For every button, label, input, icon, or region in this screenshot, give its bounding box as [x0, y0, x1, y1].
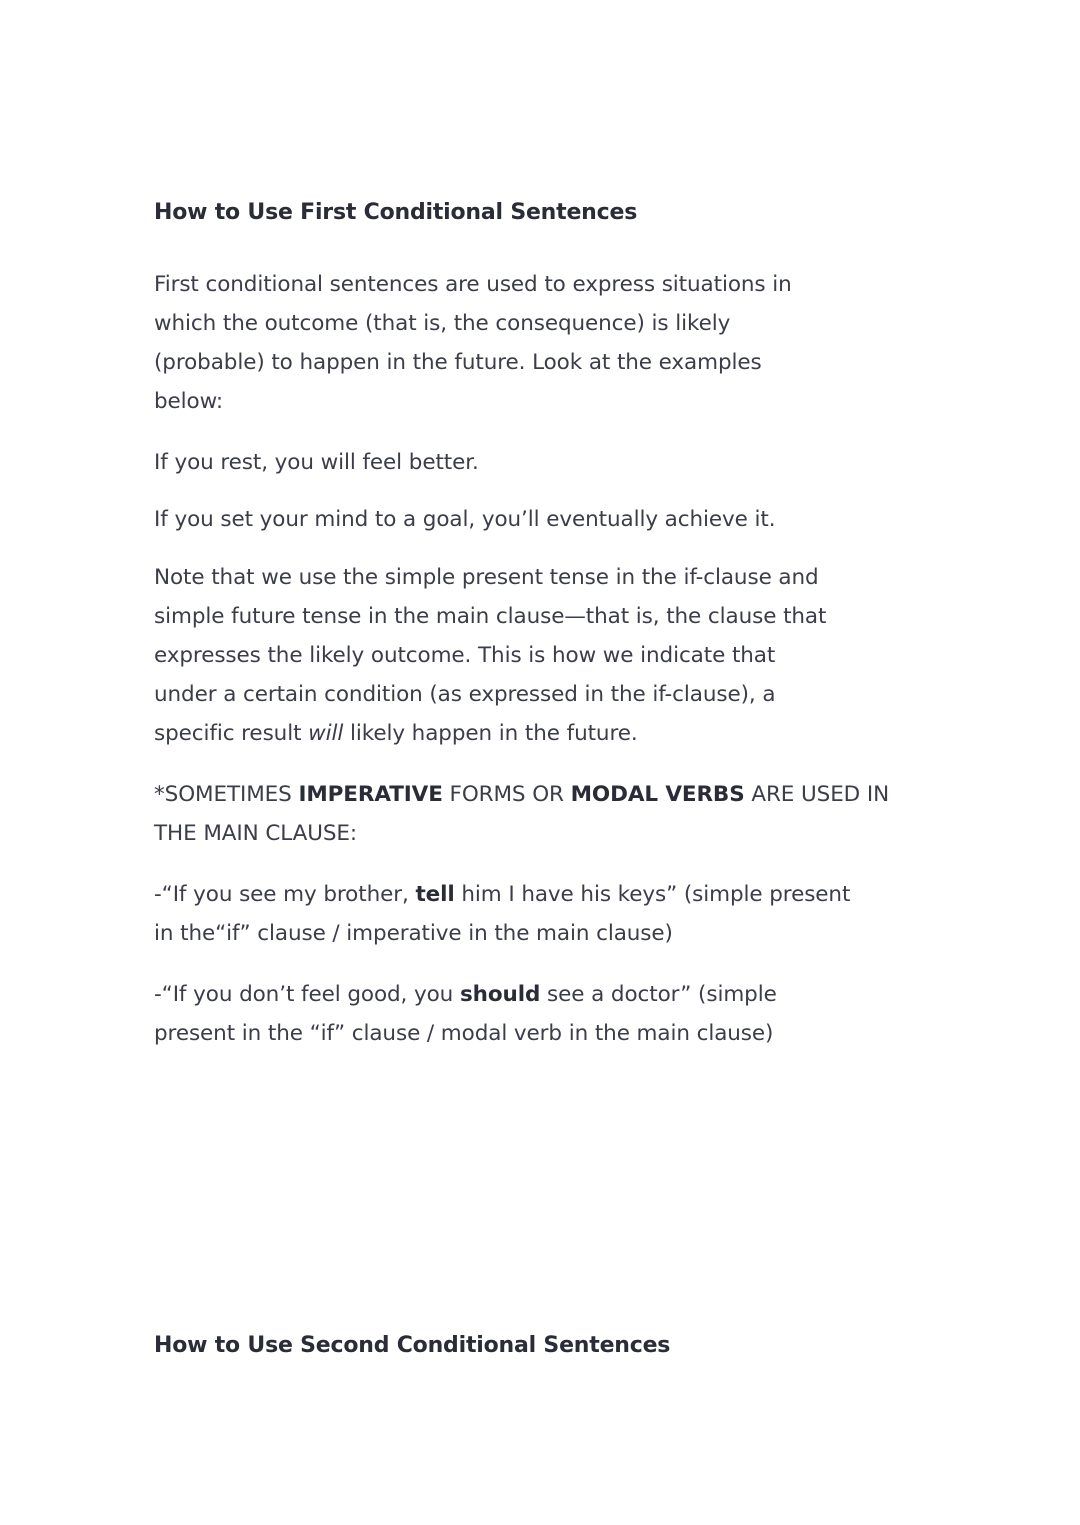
section-heading-first-conditional: How to Use First Conditional Sentences — [154, 200, 638, 225]
imperative-example-paragraph — [154, 875, 850, 953]
bold-text: IMPERATIVE — [298, 782, 443, 807]
note-paragraph — [154, 558, 826, 753]
text-segment: -“If you see my brother, — [154, 882, 416, 907]
text-segment: specific result — [154, 721, 309, 746]
text-line: under a certain condition (as expressed in the if-clause), a — [154, 682, 776, 707]
bold-text: MODAL VERBS — [570, 782, 745, 807]
text-segment: FORMS OR — [442, 782, 571, 807]
example-sentence-1: If you rest, you will feel better. — [154, 450, 479, 475]
caps-note-paragraph — [154, 775, 889, 853]
text-line — [154, 714, 826, 753]
text-segment: *SOMETIMES — [154, 782, 299, 807]
text-line — [154, 775, 889, 814]
bold-text: should — [459, 982, 541, 1007]
text-segment: -“If you don’t feel good, you — [154, 982, 460, 1007]
text-line: THE MAIN CLAUSE: — [154, 821, 358, 846]
bold-text: tell — [415, 882, 455, 907]
text-line: (probable) to happen in the future. Look at the examples — [154, 350, 762, 375]
text-line: simple future tense in the main clause—that is, the clause that — [154, 604, 827, 629]
emphasis-text: will — [308, 721, 344, 746]
text-line: present in the “if” clause / modal verb in the main clause) — [154, 1021, 774, 1046]
modal-example-paragraph — [154, 975, 777, 1053]
section-heading-second-conditional: How to Use Second Conditional Sentences — [154, 1333, 671, 1358]
text-line: Note that we use the simple present tense in the if-clause and — [154, 565, 819, 590]
text-segment: see a doctor” (simple — [540, 982, 777, 1007]
example-sentence-2: If you set your mind to a goal, you’ll eventually achieve it. — [154, 507, 776, 532]
text-segment: him I have his keys” (simple present — [454, 882, 851, 907]
text-line: in the“if” clause / imperative in the main clause) — [154, 921, 673, 946]
text-line: below: — [154, 389, 224, 414]
text-line: First conditional sentences are used to express situations in — [154, 272, 792, 297]
text-line — [154, 975, 777, 1014]
intro-paragraph — [154, 265, 792, 421]
text-segment: ARE USED IN — [744, 782, 890, 807]
text-line: expresses the likely outcome. This is how we indicate that — [154, 643, 776, 668]
text-line: which the outcome (that is, the consequence) is likely — [154, 311, 731, 336]
text-line — [154, 875, 850, 914]
text-segment: likely happen in the future. — [343, 721, 638, 746]
